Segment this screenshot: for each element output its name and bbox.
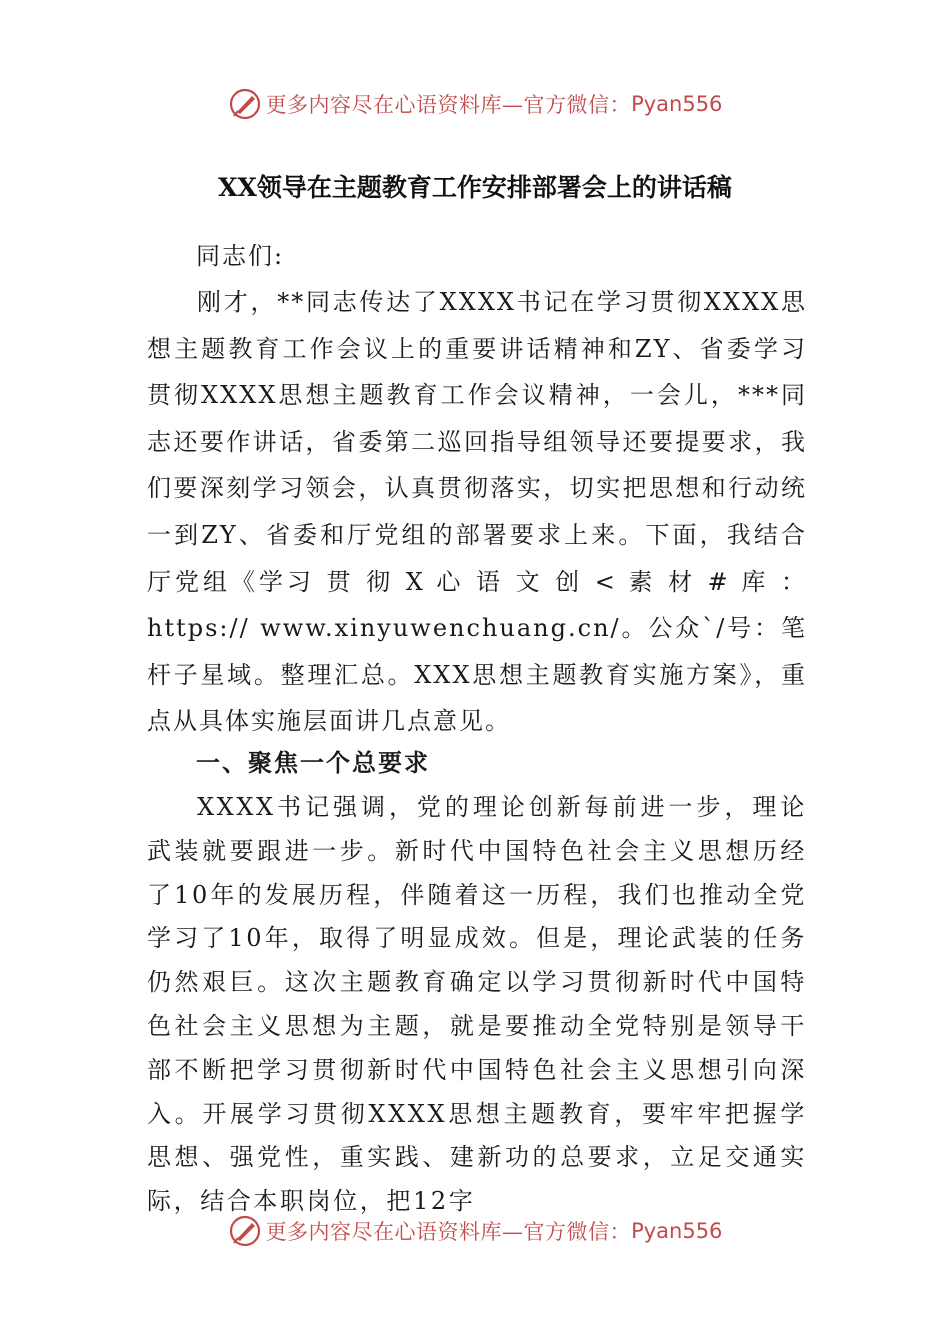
banner-wechat-id: Pyan556 (631, 92, 723, 116)
section-heading-1: 一、聚焦一个总要求 (196, 748, 430, 777)
header-watermark-banner (0, 84, 950, 124)
salutation: 同志们: (196, 242, 285, 270)
footer-watermark-banner (0, 1211, 950, 1251)
banner-text: 更多内容尽在心语资料库—官方微信： (265, 1220, 632, 1244)
paragraph-section-1: XXXX书记强调，党的理论创新每前进一步，理论武装就要跟进一步。新时代中国特色社会主义思想历经了10年的发展历程，伴随着这一历程，我们也推动全党学习了10年，取得了明显成效。但是，理论武装的任务仍然艰巨。这次主题教育确定以学习贯彻新时代中国特色社会主义思想为主题，就是要推动全党特别是领导干部不断把学习贯彻新时代中国特色社会主义思想引向深入。开展学习贯彻XXXX思想主题教育，要牢牢把握学思想、强党性，重实践、建新功的总要求，立足交通实际，结合本职岗位，把12字 (147, 793, 807, 1216)
banner-wechat-id: Pyan556 (631, 1219, 723, 1243)
quill-logo-icon (228, 87, 262, 121)
paragraph-intro: 刚才，**同志传达了XXXX书记在学习贯彻XXXX思想主题教育工作会议上的重要讲话精神和ZY、省委学习贯彻XXXX思想主题教育工作会议精神，一会儿，***同志还要作讲话，省委第二巡回指导组领导还要提要求，我们要深刻学习领会，认真贯彻落实，切实把思想和行动统一到ZY、省委和厅党组的部署要求上来。下面，我结合厅党组《学习 贯 彻 X 心 语 文 创 < 素 材 # 库 ： https:// www.xinyuwenchuang.cn/。公众`/号：笔杆子星域。整理汇总。XXX思想主题教育实施方案》，重点从具体实施层面讲几点意见。 (147, 288, 807, 736)
banner-text: 更多内容尽在心语资料库—官方微信： (265, 93, 632, 117)
quill-logo-icon (228, 1214, 262, 1248)
document-title: XX领导在主题教育工作安排部署会上的讲话稿 (218, 173, 732, 202)
